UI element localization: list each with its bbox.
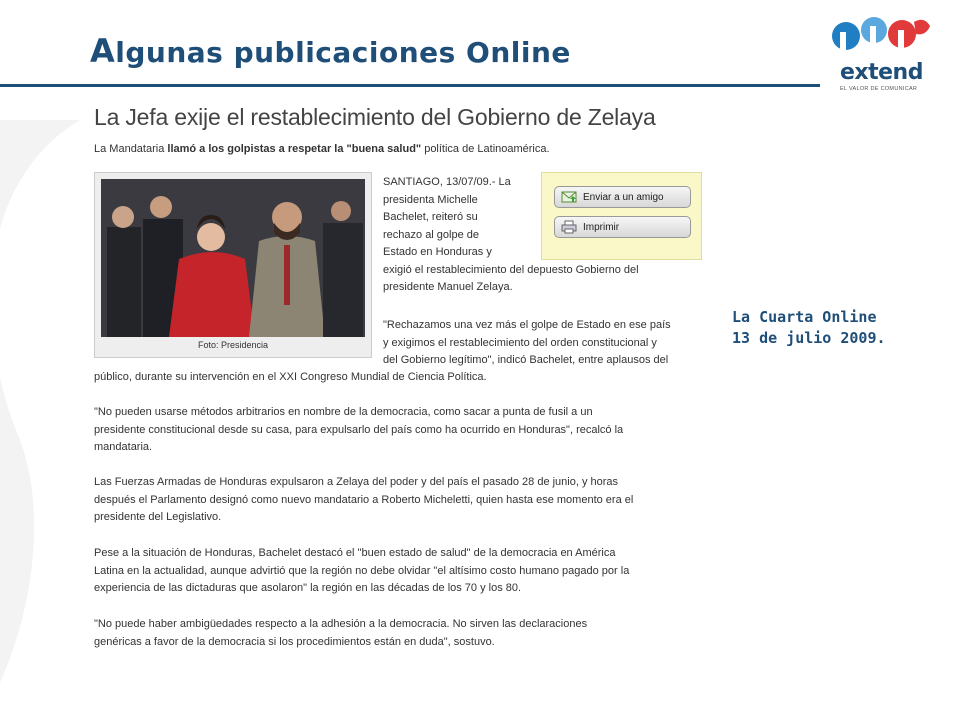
text-line: presidente del Legislativo.: [94, 511, 222, 523]
lead-prefix: La Mandataria: [94, 143, 168, 155]
article-paragraph-2: [383, 317, 671, 370]
text-line: Bachelet, reiteró su: [383, 211, 478, 223]
text-line: "Rechazamos una vez más el golpe de Estado en ese país: [383, 319, 671, 331]
text-line: "No puede haber ambigüedades respecto a la adhesión a la democracia. No sirven las declaraciones: [94, 618, 588, 630]
text-line: Latina en la actualidad, aunque advirtió que la región no debe olvidar "el altísimo costo humano pagado por la: [94, 564, 630, 577]
text-line: y exigimos el restablecimiento del orden constitucional y: [383, 336, 657, 349]
logo-figures-icon: [826, 14, 936, 60]
text-line: presidenta Michelle: [383, 193, 478, 206]
text-line: Pese a la situación de Honduras, Bachelet destacó el "buen estado de salud" de la democracia en América: [94, 547, 616, 559]
text-line: del Gobierno legítimo", indicó Bachelet, entre aplausos del: [383, 354, 669, 366]
lead-bold: llamó a los golpistas a respetar la "buena salud": [167, 143, 422, 155]
text-line: experiencia de las dictaduras que asolaron" la región en las décadas de los 70 y los 80.: [94, 582, 522, 594]
lead-suffix: política de Latinoamérica.: [421, 143, 550, 155]
text-line: presidente constitucional desde su casa, para expulsarlo del país como ha ocurrido en Honduras", recalcó la: [94, 423, 624, 436]
article-photo-box: [94, 172, 372, 358]
text-line: Las Fuerzas Armadas de Honduras expulsaron a Zelaya del poder y del país el pasado 28 de junio, y horas: [94, 476, 619, 488]
article-lead: [94, 143, 714, 155]
slide-title-rest: lgunas publicaciones Online: [115, 36, 571, 69]
background-arc-decoration: [0, 120, 80, 720]
text-line: público, durante su intervención en el XXI Congreso Mundial de Ciencia Política.: [94, 371, 487, 383]
text-line: después el Parlamento designó como nuevo mandatario a Roberto Micheletti, quien hasta ese momento era el: [94, 493, 634, 506]
text-line: "No pueden usarse métodos arbitrarios en nombre de la democracia, como sacar a punta de fusil a un: [94, 406, 593, 418]
article-paragraph-1: [383, 174, 639, 297]
article-paragraph-4: [94, 474, 633, 527]
photo-illustration: [101, 179, 365, 337]
slide-title: [90, 32, 571, 70]
send-to-friend-label: Enviar a un amigo: [583, 191, 664, 203]
logo-brand-text: extend: [840, 60, 923, 85]
photo-caption: Foto: Presidencia: [197, 340, 269, 350]
source-name: La Cuarta Online: [732, 308, 877, 326]
article-paragraph-5: [94, 545, 629, 598]
text-line: presidente Manuel Zelaya.: [383, 281, 513, 293]
article-paragraph-2-cont: [94, 369, 487, 387]
article-header: [94, 104, 714, 155]
logo-tagline: EL VALOR DE COMUNICAR: [840, 86, 918, 92]
text-line: mandataria.: [94, 441, 153, 453]
print-label: Imprimir: [583, 221, 620, 233]
source-date: 13 de julio 2009.: [732, 329, 886, 347]
text-line: rechazo al golpe de: [383, 228, 480, 241]
extend-logo: [826, 14, 936, 94]
title-divider: [0, 84, 820, 87]
text-line: SANTIAGO, 13/07/09.- La: [383, 176, 511, 188]
article-photo: [101, 179, 365, 337]
text-line: Estado en Honduras y: [383, 246, 492, 258]
source-note: [732, 307, 886, 349]
slide-title-initial: A: [90, 32, 116, 70]
text-line: exigió el restablecimiento del depuesto Gobierno del: [383, 263, 639, 276]
article-paragraph-6: [94, 616, 587, 651]
article-headline: La Jefa exije el restablecimiento del Gobierno de Zelaya: [94, 104, 656, 130]
article-paragraph-3: [94, 404, 623, 457]
text-line: genéricas a favor de la democracia si los procedimientos están en duda", sostuvo.: [94, 635, 495, 648]
